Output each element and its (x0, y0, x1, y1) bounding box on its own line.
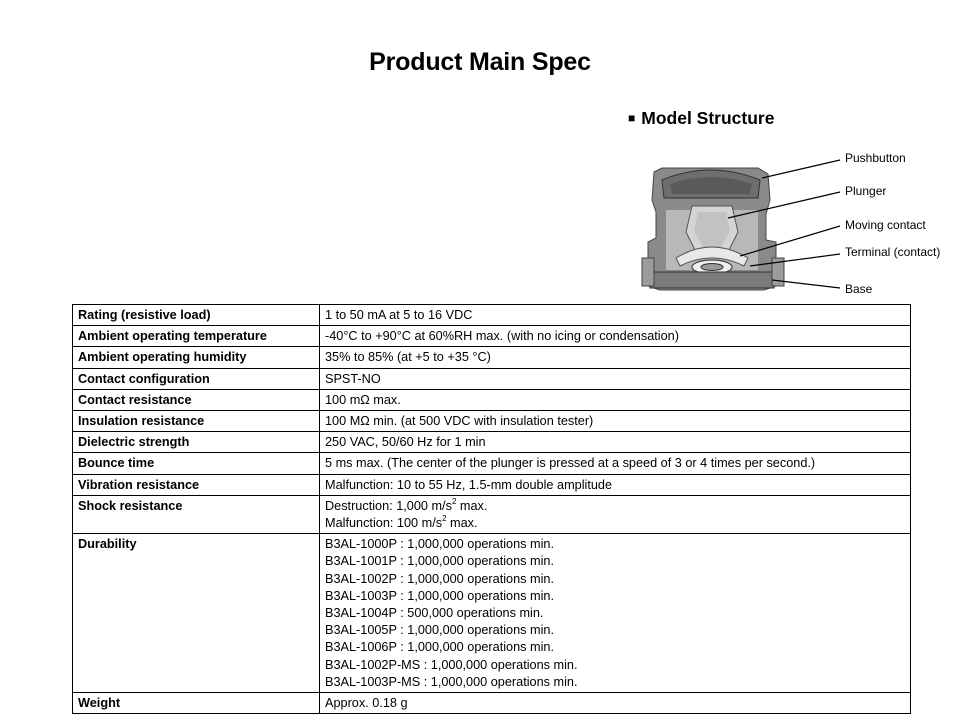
spec-label: Contact resistance (73, 389, 320, 410)
table-row (73, 495, 911, 533)
table-row (73, 534, 911, 693)
durability-line: B3AL-1003P-MS : 1,000,000 operations min. (325, 674, 578, 689)
spec-value: 1 to 50 mA at 5 to 16 VDC (320, 305, 911, 326)
spec-label: Contact configuration (73, 368, 320, 389)
table-row (73, 453, 911, 474)
exponent: 2 (451, 496, 457, 506)
spec-value: -40°C to +90°C at 60%RH max. (with no icing or condensation) (320, 326, 911, 347)
durability-line: B3AL-1005P : 1,000,000 operations min. (325, 623, 555, 638)
spec-label: Weight (73, 693, 320, 714)
shock-malfunction-line (325, 515, 905, 532)
spec-value: 100 mΩ max. (320, 389, 911, 410)
table-row (73, 389, 911, 410)
model-structure-heading (628, 108, 774, 129)
spec-label: Durability (73, 534, 320, 693)
callout-terminal: Terminal (contact) (845, 245, 941, 259)
spec-label: Insulation resistance (73, 411, 320, 432)
table-row (73, 432, 911, 453)
switch-structure-diagram (640, 140, 960, 305)
spec-value: 250 VAC, 50/60 Hz for 1 min (320, 432, 911, 453)
spec-table (72, 304, 911, 714)
spec-label: Rating (resistive load) (73, 305, 320, 326)
table-row (73, 368, 911, 389)
shock-malfunction-suffix: max. (446, 516, 478, 531)
table-row (73, 305, 911, 326)
spec-label: Shock resistance (73, 495, 320, 533)
callout-base: Base (845, 282, 873, 296)
durability-line: B3AL-1002P-MS : 1,000,000 operations min. (325, 657, 578, 672)
table-row (73, 693, 911, 714)
durability-line: B3AL-1006P : 1,000,000 operations min. (325, 640, 555, 655)
spec-value: Malfunction: 10 to 55 Hz, 1.5-mm double amplitude (320, 474, 911, 495)
callout-moving-contact: Moving contact (845, 218, 926, 232)
spec-value: SPST-NO (320, 368, 911, 389)
exponent: 2 (442, 514, 447, 524)
shock-malfunction-text: Malfunction: 100 m/s (325, 516, 443, 531)
callout-pushbutton: Pushbutton (845, 151, 906, 165)
spec-value (320, 495, 911, 533)
page-title: Product Main Spec (369, 48, 591, 76)
callout-plunger: Plunger (845, 184, 887, 198)
durability-line: B3AL-1001P : 1,000,000 operations min. (325, 554, 555, 569)
durability-line: B3AL-1004P : 500,000 operations min. (325, 606, 544, 621)
table-row (73, 474, 911, 495)
durability-line: B3AL-1003P : 1,000,000 operations min. (325, 588, 555, 603)
model-structure-heading-text: Model Structure (641, 108, 775, 128)
spec-label: Vibration resistance (73, 474, 320, 495)
spec-value: 5 ms max. (The center of the plunger is pressed at a speed of 3 or 4 times per second.) (320, 453, 911, 474)
spec-label: Bounce time (73, 453, 320, 474)
shock-destruction-suffix: max. (456, 498, 488, 513)
spec-label: Dielectric strength (73, 432, 320, 453)
spec-value: Approx. 0.18 g (320, 693, 911, 714)
spec-value: 100 MΩ min. (at 500 VDC with insulation tester) (320, 411, 911, 432)
spec-label: Ambient operating humidity (73, 347, 320, 368)
durability-line: B3AL-1000P : 1,000,000 operations min. (325, 537, 555, 552)
shock-destruction-text: Destruction: 1,000 m/s (325, 498, 452, 513)
table-row (73, 347, 911, 368)
shock-destruction-line (325, 498, 905, 515)
table-row (73, 411, 911, 432)
table-row (73, 326, 911, 347)
durability-line: B3AL-1002P : 1,000,000 operations min. (325, 571, 555, 586)
spec-label: Ambient operating temperature (73, 326, 320, 347)
spec-value (320, 534, 911, 693)
spec-value: 35% to 85% (at +5 to +35 °C) (320, 347, 911, 368)
square-bullet-icon: ■ (628, 111, 636, 125)
